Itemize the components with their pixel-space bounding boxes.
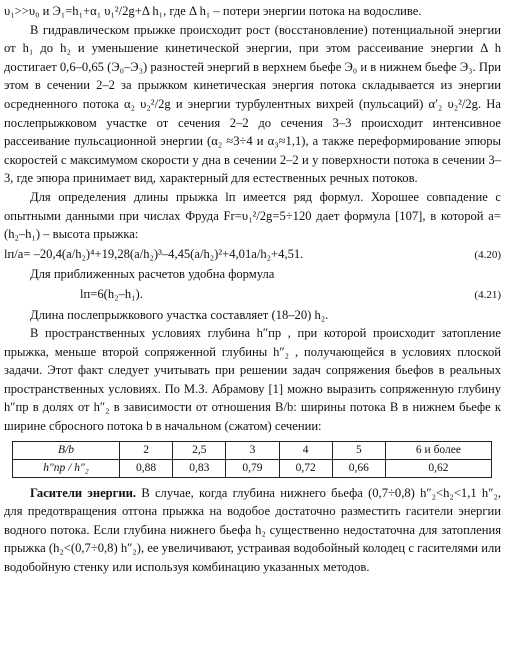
text-p7: В случае, когда глубина нижнего бьефа (0,7÷0,8) h″₂<h₂<1,1 h″₂, для предотвращения отгона прыжка на водобое достаточно разместить гасители энергии водного потока. Если глубина нижнего бьефа h₂ существенно недостаточна для затопления прыжка (h₂<(0,7÷0,8) h″₂), ее увеличивают, устраивая водобойный колодец с гасителями или водобойную стенку или используя комбинацию указанных методов. [4,485,501,575]
text-p2: В гидравлическом прыжке происходит рост (восстановление) потенциальной энергии от h₁ до h₂ и уменьшение кинетической энергии, при этом рассеивание энергии Δ h достигает 0,6–0,65 (Э₀–Э₃) разностей энергий в верхнем бьефе Э₀ и в нижнем бьефе Э₃. При этом в сечении 2–2 за прыжком кинетическая энергия потока складывается из энергии осредненного потока α₂ υ₂²/2g и энергии турбулентных вихрей (пульсаций) α′₂ υ₂²/2g. На послепрыжковом участке от сечения 2–2 до сечения 3–3 происходит интенсивное рассеивание пульсационной энергии (α₂ ≈3÷4 и α₃≈1,1), а также переформирование эпюры скоростей с максимумом скорости у дна в сечении 2–2 и у поверхности потока в сечении 3–3, где эпюра принимает вид, характерный для естественных речных потоков. [4,22,501,186]
depth-ratio-table [12,441,492,478]
text-p1: υ₁>>υ₀ и Э₁=h₁+α₁ υ₁²/2g+Δ h₁, где Δ h₁ – потери энергии потока на водосливе. [4,4,422,18]
table-value-cell: 0,72 [279,459,332,477]
formula-4-20 [4,245,501,265]
text-p5: Длина послепрыжкового участка составляет (18–20) h₂. [30,307,329,322]
paragraph-energy-loss [4,2,501,21]
table-value-cell: 0,62 [385,459,491,477]
text-p4: Для приближенных расчетов удобна формула [30,267,275,282]
section-title-dissipators: Гасители энергии. [30,485,137,500]
text-p6: В пространственных условиях глубина h″пр , при которой происходит затопление прыжка, меньше второй сопряженной глубины h″₂ , получающейся в условиях плоской задачи. Этот факт следует учитывать при решении задач сопряжения бьефов в реальных пространственных условиях. По М.З. Абрамову [1] можно выразить сопряженную глубину h″пр в долях от h″₂ в зависимости от отношения B/b: ширины потока B в нижнем бьефе к ширине сбросного потока b в начальном (сжатом) сечении: [4,326,501,434]
table-header-row [13,441,492,459]
table-header-cell: 2,5 [173,441,226,459]
paragraph-spatial-conditions [4,324,501,436]
table-value-cell: 0,79 [226,459,279,477]
formula-4-20-number: (4.20) [474,248,501,261]
text-p3: Для определения длины прыжка lп имеется ряд формул. Хорошее совпадение с опытными данными при числах Фруда Fr=υ₁²/2g=5÷120 дает формула [107], в которой a=(h₂–h₁) – высота прыжка: [4,189,501,242]
table-header-cell: 2 [119,441,172,459]
table-header-cell: 6 и более [385,441,491,459]
paragraph-jump-length [4,188,501,244]
paragraph-post-jump-length [4,306,501,325]
table-value-cell: 0,66 [332,459,385,477]
formula-4-21-expression: lп=6(h₂–h₁). [80,286,143,301]
table-value-row [13,459,492,477]
formula-4-20-expression: lп/a= –20,4(a/h₂)⁴+19,28(a/h₂)³–4,45(a/h₂)²+4,01a/h₂+4,51. [4,246,304,261]
paragraph-approx [4,265,501,284]
table-header-cell: 3 [226,441,279,459]
table-value-cell: 0,88 [119,459,172,477]
paragraph-energy-dissipators [4,484,501,577]
paragraph-hydraulic-jump [4,21,501,188]
formula-4-21 [4,285,501,305]
formula-4-21-number: (4.21) [474,288,501,301]
table-header-cell: 5 [332,441,385,459]
table-row-label: h″пр / h″₂ [13,459,120,477]
table-value-cell: 0,83 [173,459,226,477]
table-header-label: B/b [13,441,120,459]
table-header-cell: 4 [279,441,332,459]
